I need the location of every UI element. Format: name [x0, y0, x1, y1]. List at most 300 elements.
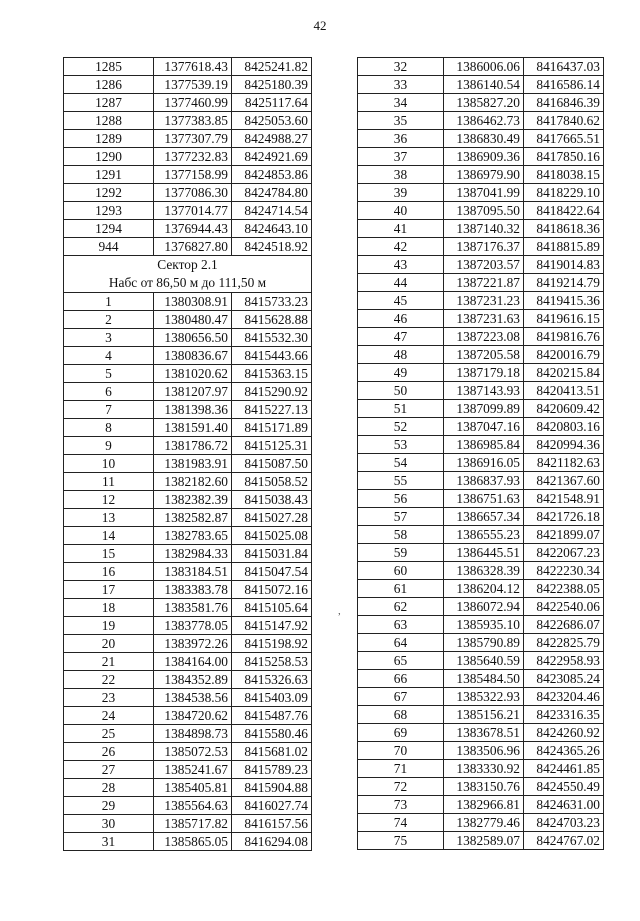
y-coordinate: 8424853.86	[232, 166, 312, 184]
y-coordinate: 8415789.23	[232, 761, 312, 779]
y-coordinate: 8424703.23	[524, 814, 604, 832]
point-number: 69	[358, 724, 444, 742]
point-number: 13	[64, 509, 154, 527]
point-number: 35	[358, 112, 444, 130]
x-coordinate: 1387099.89	[444, 400, 524, 418]
y-coordinate: 8415171.89	[232, 419, 312, 437]
point-number: 8	[64, 419, 154, 437]
table-row	[358, 418, 604, 436]
y-coordinate: 8418815.89	[524, 238, 604, 256]
y-coordinate: 8415147.92	[232, 617, 312, 635]
y-coordinate: 8424767.02	[524, 832, 604, 850]
table-row	[64, 202, 312, 220]
table-row	[358, 526, 604, 544]
x-coordinate: 1386204.12	[444, 580, 524, 598]
point-number: 31	[64, 833, 154, 851]
point-number: 20	[64, 635, 154, 653]
table-row	[64, 725, 312, 743]
point-number: 71	[358, 760, 444, 778]
y-coordinate: 8418618.36	[524, 220, 604, 238]
point-number: 34	[358, 94, 444, 112]
point-number: 24	[64, 707, 154, 725]
y-coordinate: 8418422.64	[524, 202, 604, 220]
y-coordinate: 8421182.63	[524, 454, 604, 472]
table-row	[358, 814, 604, 832]
x-coordinate: 1376944.43	[154, 220, 232, 238]
y-coordinate: 8424461.85	[524, 760, 604, 778]
y-coordinate: 8419415.36	[524, 292, 604, 310]
x-coordinate: 1385790.89	[444, 634, 524, 652]
y-coordinate: 8420994.36	[524, 436, 604, 454]
point-number: 63	[358, 616, 444, 634]
y-coordinate: 8415258.53	[232, 653, 312, 671]
x-coordinate: 1377618.43	[154, 58, 232, 76]
table-row	[358, 364, 604, 382]
y-coordinate: 8415532.30	[232, 329, 312, 347]
table-row	[64, 635, 312, 653]
y-coordinate: 8425180.39	[232, 76, 312, 94]
point-number: 33	[358, 76, 444, 94]
y-coordinate: 8422067.23	[524, 544, 604, 562]
point-number: 29	[64, 797, 154, 815]
y-coordinate: 8415290.92	[232, 383, 312, 401]
y-coordinate: 8421548.91	[524, 490, 604, 508]
point-number: 4	[64, 347, 154, 365]
y-coordinate: 8425117.64	[232, 94, 312, 112]
table-row	[358, 580, 604, 598]
x-coordinate: 1381591.40	[154, 419, 232, 437]
y-coordinate: 8416157.56	[232, 815, 312, 833]
x-coordinate: 1386445.51	[444, 544, 524, 562]
table-row	[358, 58, 604, 76]
table-row	[358, 796, 604, 814]
y-coordinate: 8415125.31	[232, 437, 312, 455]
x-coordinate: 1377232.83	[154, 148, 232, 166]
y-coordinate: 8415047.54	[232, 563, 312, 581]
point-number: 21	[64, 653, 154, 671]
y-coordinate: 8419816.76	[524, 328, 604, 346]
table-row	[64, 671, 312, 689]
x-coordinate: 1380836.67	[154, 347, 232, 365]
y-coordinate: 8416846.39	[524, 94, 604, 112]
y-coordinate: 8424988.27	[232, 130, 312, 148]
table-row	[64, 347, 312, 365]
x-coordinate: 1387041.99	[444, 184, 524, 202]
x-coordinate: 1377383.85	[154, 112, 232, 130]
table-row	[358, 472, 604, 490]
y-coordinate: 8415326.63	[232, 671, 312, 689]
y-coordinate: 8420215.84	[524, 364, 604, 382]
point-number: 1290	[64, 148, 154, 166]
x-coordinate: 1387231.63	[444, 310, 524, 328]
x-coordinate: 1377014.77	[154, 202, 232, 220]
x-coordinate: 1384352.89	[154, 671, 232, 689]
x-coordinate: 1382779.46	[444, 814, 524, 832]
point-number: 26	[64, 743, 154, 761]
point-number: 75	[358, 832, 444, 850]
x-coordinate: 1382382.39	[154, 491, 232, 509]
x-coordinate: 1376827.80	[154, 238, 232, 256]
x-coordinate: 1380308.91	[154, 293, 232, 311]
point-number: 944	[64, 238, 154, 256]
x-coordinate: 1384538.56	[154, 689, 232, 707]
table-row	[358, 256, 604, 274]
y-coordinate: 8424518.92	[232, 238, 312, 256]
point-number: 70	[358, 742, 444, 760]
table-row	[358, 544, 604, 562]
x-coordinate: 1385484.50	[444, 670, 524, 688]
table-row	[64, 437, 312, 455]
x-coordinate: 1377086.30	[154, 184, 232, 202]
y-coordinate: 8420609.42	[524, 400, 604, 418]
table-row	[358, 688, 604, 706]
table-row	[64, 130, 312, 148]
point-number: 1291	[64, 166, 154, 184]
table-row	[64, 581, 312, 599]
x-coordinate: 1377460.99	[154, 94, 232, 112]
x-coordinate: 1386830.49	[444, 130, 524, 148]
table-row	[64, 797, 312, 815]
y-coordinate: 8425053.60	[232, 112, 312, 130]
x-coordinate: 1387221.87	[444, 274, 524, 292]
point-number: 12	[64, 491, 154, 509]
table-row	[358, 112, 604, 130]
table-row	[64, 527, 312, 545]
table-row	[64, 563, 312, 581]
table-row	[358, 652, 604, 670]
point-number: 74	[358, 814, 444, 832]
point-number: 7	[64, 401, 154, 419]
table-row	[64, 311, 312, 329]
y-coordinate: 8415363.15	[232, 365, 312, 383]
point-number: 54	[358, 454, 444, 472]
y-coordinate: 8422540.06	[524, 598, 604, 616]
x-coordinate: 1380480.47	[154, 311, 232, 329]
point-number: 5	[64, 365, 154, 383]
table-row	[358, 166, 604, 184]
section-subtitle: Набс от 86,50 м до 111,50 м	[64, 274, 312, 293]
point-number: 68	[358, 706, 444, 724]
y-coordinate: 8415681.02	[232, 743, 312, 761]
point-number: 73	[358, 796, 444, 814]
table-row	[64, 184, 312, 202]
y-coordinate: 8419616.15	[524, 310, 604, 328]
y-coordinate: 8415580.46	[232, 725, 312, 743]
point-number: 52	[358, 418, 444, 436]
table-row	[358, 616, 604, 634]
table-row	[64, 365, 312, 383]
table-row	[358, 670, 604, 688]
x-coordinate: 1383506.96	[444, 742, 524, 760]
table-row	[358, 76, 604, 94]
x-coordinate: 1383972.26	[154, 635, 232, 653]
point-number: 16	[64, 563, 154, 581]
point-number: 32	[358, 58, 444, 76]
point-number: 66	[358, 670, 444, 688]
table-row	[64, 220, 312, 238]
table-row	[64, 707, 312, 725]
point-number: 1287	[64, 94, 154, 112]
table-row	[358, 724, 604, 742]
x-coordinate: 1387140.32	[444, 220, 524, 238]
point-number: 43	[358, 256, 444, 274]
y-coordinate: 8424784.80	[232, 184, 312, 202]
table-row	[358, 634, 604, 652]
y-coordinate: 8415733.23	[232, 293, 312, 311]
point-number: 1294	[64, 220, 154, 238]
table-row	[64, 419, 312, 437]
x-coordinate: 1381398.36	[154, 401, 232, 419]
table-row	[64, 743, 312, 761]
point-number: 55	[358, 472, 444, 490]
table-row	[358, 328, 604, 346]
y-coordinate: 8421899.07	[524, 526, 604, 544]
point-number: 67	[358, 688, 444, 706]
y-coordinate: 8420413.51	[524, 382, 604, 400]
point-number: 17	[64, 581, 154, 599]
point-number: 59	[358, 544, 444, 562]
y-coordinate: 8424260.92	[524, 724, 604, 742]
x-coordinate: 1380656.50	[154, 329, 232, 347]
table-row	[64, 545, 312, 563]
x-coordinate: 1385241.67	[154, 761, 232, 779]
table-row	[358, 130, 604, 148]
point-number: 53	[358, 436, 444, 454]
x-coordinate: 1383150.76	[444, 778, 524, 796]
x-coordinate: 1377307.79	[154, 130, 232, 148]
x-coordinate: 1384898.73	[154, 725, 232, 743]
point-number: 37	[358, 148, 444, 166]
table-row	[64, 238, 312, 256]
x-coordinate: 1386006.06	[444, 58, 524, 76]
point-number: 64	[358, 634, 444, 652]
point-number: 72	[358, 778, 444, 796]
y-coordinate: 8416027.74	[232, 797, 312, 815]
table-row	[64, 473, 312, 491]
table-row	[64, 455, 312, 473]
table-row	[64, 293, 312, 311]
x-coordinate: 1385322.93	[444, 688, 524, 706]
y-coordinate: 8419014.83	[524, 256, 604, 274]
y-coordinate: 8422388.05	[524, 580, 604, 598]
table-row	[358, 598, 604, 616]
table-row	[64, 58, 312, 76]
page-number: 42	[313, 18, 327, 33]
table-row	[358, 490, 604, 508]
margin-mark: ,	[338, 605, 341, 617]
y-coordinate: 8420803.16	[524, 418, 604, 436]
table-row	[358, 760, 604, 778]
x-coordinate: 1385717.82	[154, 815, 232, 833]
y-coordinate: 8422825.79	[524, 634, 604, 652]
table-row	[358, 706, 604, 724]
x-coordinate: 1386657.34	[444, 508, 524, 526]
point-number: 15	[64, 545, 154, 563]
y-coordinate: 8422958.93	[524, 652, 604, 670]
point-number: 1	[64, 293, 154, 311]
point-number: 1289	[64, 130, 154, 148]
table-row	[358, 238, 604, 256]
table-row	[64, 617, 312, 635]
x-coordinate: 1383383.78	[154, 581, 232, 599]
x-coordinate: 1386072.94	[444, 598, 524, 616]
table-row	[358, 508, 604, 526]
point-number: 28	[64, 779, 154, 797]
y-coordinate: 8415025.08	[232, 527, 312, 545]
x-coordinate: 1381020.62	[154, 365, 232, 383]
y-coordinate: 8416586.14	[524, 76, 604, 94]
x-coordinate: 1385640.59	[444, 652, 524, 670]
x-coordinate: 1387231.23	[444, 292, 524, 310]
y-coordinate: 8416437.03	[524, 58, 604, 76]
point-number: 23	[64, 689, 154, 707]
table-row	[358, 148, 604, 166]
x-coordinate: 1383581.76	[154, 599, 232, 617]
point-number: 60	[358, 562, 444, 580]
table-row	[64, 166, 312, 184]
table-row	[358, 778, 604, 796]
right-coordinates-table	[357, 57, 604, 850]
x-coordinate: 1385405.81	[154, 779, 232, 797]
point-number: 25	[64, 725, 154, 743]
y-coordinate: 8424631.00	[524, 796, 604, 814]
point-number: 44	[358, 274, 444, 292]
point-number: 40	[358, 202, 444, 220]
x-coordinate: 1385156.21	[444, 706, 524, 724]
point-number: 39	[358, 184, 444, 202]
table-row	[64, 112, 312, 130]
x-coordinate: 1382182.60	[154, 473, 232, 491]
y-coordinate: 8415027.28	[232, 509, 312, 527]
table-row	[64, 491, 312, 509]
table-row	[64, 779, 312, 797]
x-coordinate: 1383778.05	[154, 617, 232, 635]
table-row	[64, 833, 312, 851]
y-coordinate: 8415628.88	[232, 311, 312, 329]
x-coordinate: 1385072.53	[154, 743, 232, 761]
table-row	[358, 94, 604, 112]
point-number: 58	[358, 526, 444, 544]
y-coordinate: 8418229.10	[524, 184, 604, 202]
point-number: 36	[358, 130, 444, 148]
x-coordinate: 1382582.87	[154, 509, 232, 527]
y-coordinate: 8415198.92	[232, 635, 312, 653]
y-coordinate: 8415105.64	[232, 599, 312, 617]
y-coordinate: 8420016.79	[524, 346, 604, 364]
point-number: 65	[358, 652, 444, 670]
table-row	[64, 509, 312, 527]
table-row	[358, 310, 604, 328]
x-coordinate: 1384720.62	[154, 707, 232, 725]
x-coordinate: 1382783.65	[154, 527, 232, 545]
y-coordinate: 8421726.18	[524, 508, 604, 526]
y-coordinate: 8415227.13	[232, 401, 312, 419]
point-number: 18	[64, 599, 154, 617]
y-coordinate: 8423085.24	[524, 670, 604, 688]
x-coordinate: 1381207.97	[154, 383, 232, 401]
x-coordinate: 1382984.33	[154, 545, 232, 563]
point-number: 1293	[64, 202, 154, 220]
section-title: Сектор 2.1	[64, 256, 312, 275]
y-coordinate: 8415058.52	[232, 473, 312, 491]
x-coordinate: 1386916.05	[444, 454, 524, 472]
x-coordinate: 1385564.63	[154, 797, 232, 815]
point-number: 51	[358, 400, 444, 418]
point-number: 10	[64, 455, 154, 473]
y-coordinate: 8417850.16	[524, 148, 604, 166]
point-number: 1288	[64, 112, 154, 130]
x-coordinate: 1382966.81	[444, 796, 524, 814]
x-coordinate: 1386837.93	[444, 472, 524, 490]
y-coordinate: 8424643.10	[232, 220, 312, 238]
x-coordinate: 1386751.63	[444, 490, 524, 508]
point-number: 57	[358, 508, 444, 526]
point-number: 14	[64, 527, 154, 545]
table-row	[64, 76, 312, 94]
x-coordinate: 1386979.90	[444, 166, 524, 184]
x-coordinate: 1387203.57	[444, 256, 524, 274]
point-number: 42	[358, 238, 444, 256]
y-coordinate: 8424365.26	[524, 742, 604, 760]
y-coordinate: 8419214.79	[524, 274, 604, 292]
table-row	[358, 400, 604, 418]
point-number: 49	[358, 364, 444, 382]
point-number: 41	[358, 220, 444, 238]
x-coordinate: 1386328.39	[444, 562, 524, 580]
point-number: 38	[358, 166, 444, 184]
x-coordinate: 1381786.72	[154, 437, 232, 455]
x-coordinate: 1377158.99	[154, 166, 232, 184]
y-coordinate: 8415487.76	[232, 707, 312, 725]
table-row	[64, 761, 312, 779]
x-coordinate: 1383678.51	[444, 724, 524, 742]
table-row	[64, 94, 312, 112]
point-number: 50	[358, 382, 444, 400]
y-coordinate: 8418038.15	[524, 166, 604, 184]
x-coordinate: 1386909.36	[444, 148, 524, 166]
x-coordinate: 1383330.92	[444, 760, 524, 778]
x-coordinate: 1387143.93	[444, 382, 524, 400]
table-row	[64, 401, 312, 419]
y-coordinate: 8424550.49	[524, 778, 604, 796]
y-coordinate: 8424714.54	[232, 202, 312, 220]
table-row	[358, 454, 604, 472]
table-row	[358, 220, 604, 238]
table-row	[358, 382, 604, 400]
point-number: 9	[64, 437, 154, 455]
x-coordinate: 1386985.84	[444, 436, 524, 454]
table-row	[64, 689, 312, 707]
table-row	[64, 329, 312, 347]
point-number: 48	[358, 346, 444, 364]
table-row	[358, 292, 604, 310]
table-row	[64, 148, 312, 166]
y-coordinate: 8415443.66	[232, 347, 312, 365]
table-row	[64, 815, 312, 833]
x-coordinate: 1386462.73	[444, 112, 524, 130]
table-row	[64, 653, 312, 671]
y-coordinate: 8415072.16	[232, 581, 312, 599]
table-row	[358, 274, 604, 292]
x-coordinate: 1387179.18	[444, 364, 524, 382]
point-number: 45	[358, 292, 444, 310]
table-row	[358, 562, 604, 580]
x-coordinate: 1385935.10	[444, 616, 524, 634]
x-coordinate: 1385865.05	[154, 833, 232, 851]
x-coordinate: 1385827.20	[444, 94, 524, 112]
y-coordinate: 8417665.51	[524, 130, 604, 148]
table-row	[358, 346, 604, 364]
